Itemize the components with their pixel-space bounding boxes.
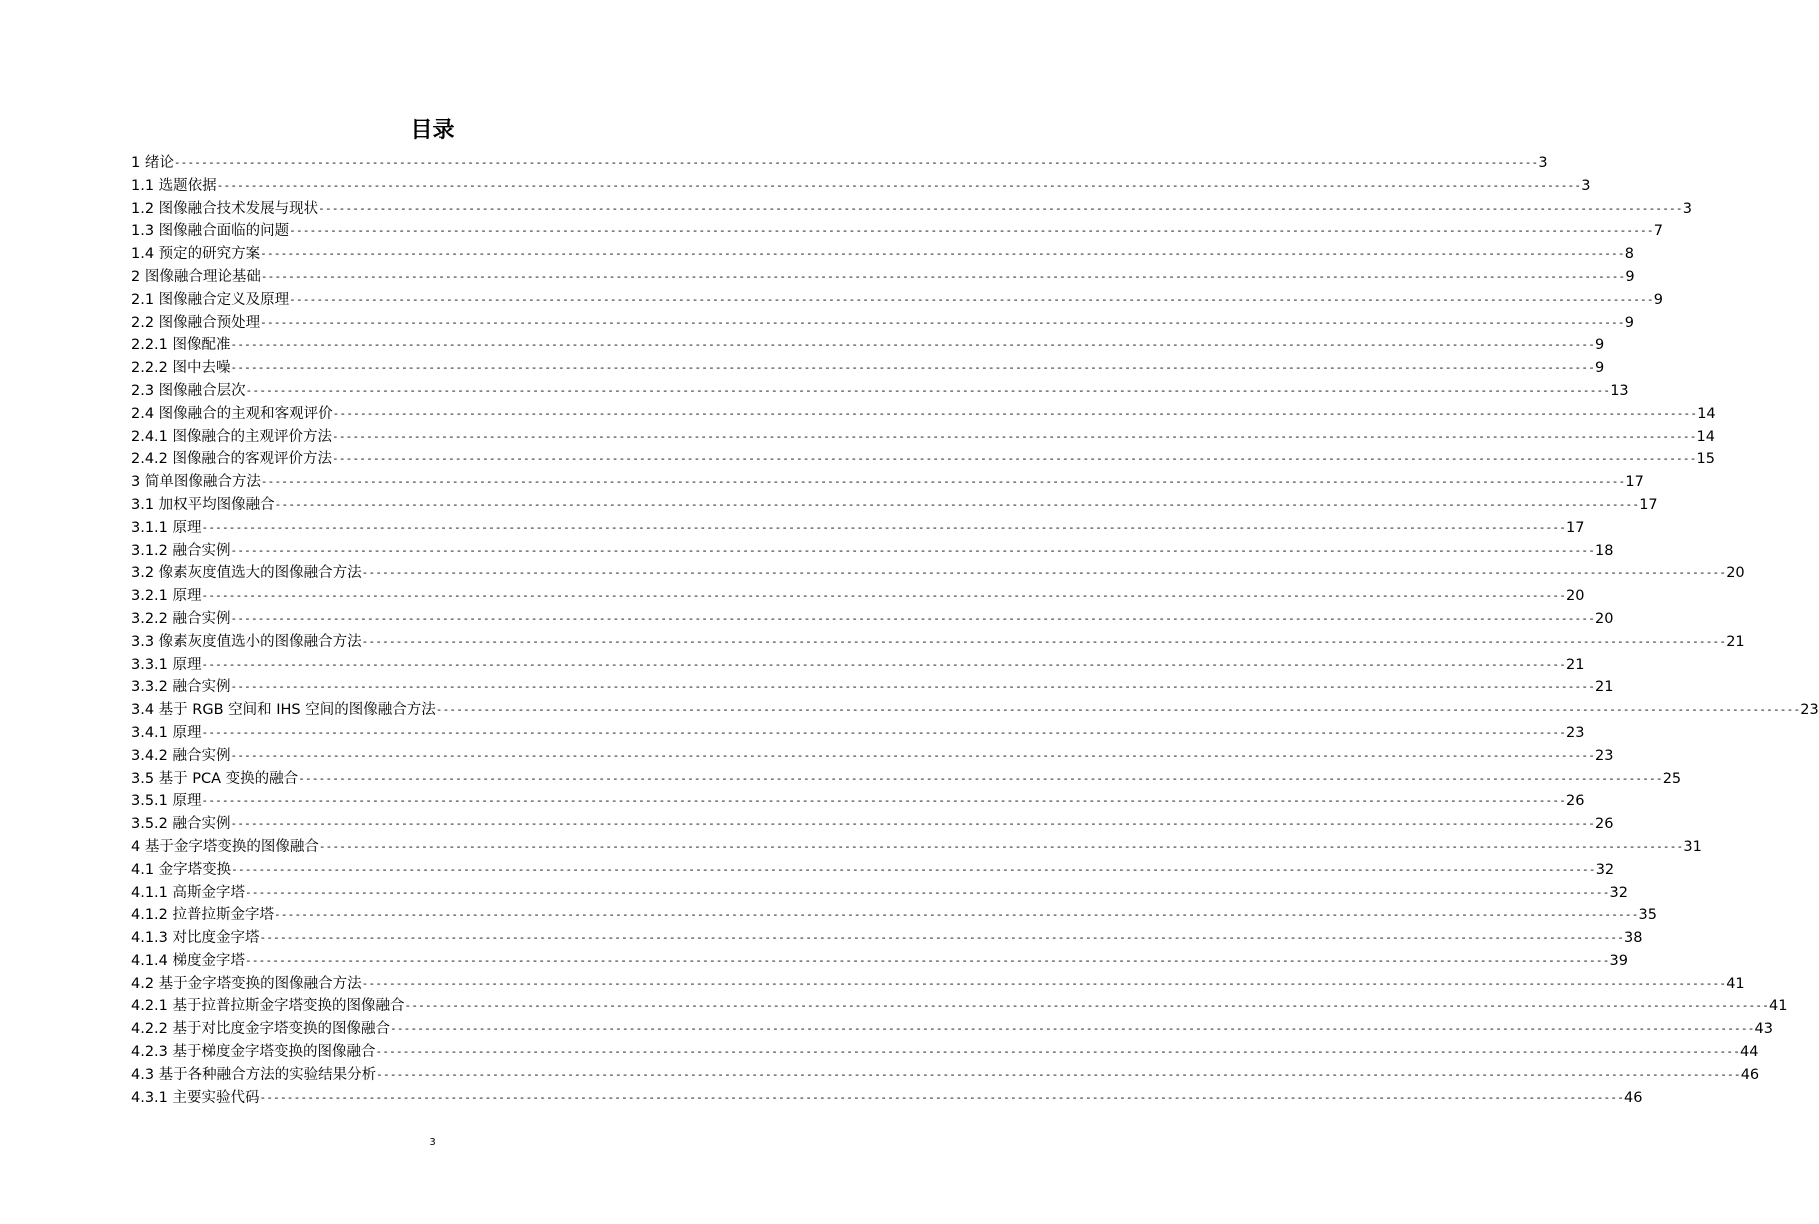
toc-entry-label: 2.3 图像融合层次 bbox=[131, 382, 246, 399]
toc-entry-page: 17 bbox=[1639, 496, 1658, 513]
toc-dot-leader: -------------------------------------------------------------------------------------------------------------------------------------------------------------------------------------------------------- bbox=[230, 611, 1596, 625]
toc-entry-label: 3.1.1 原理 bbox=[131, 519, 202, 536]
toc-entry-page: 17 bbox=[1625, 474, 1644, 491]
toc-entry-label: 3.2 像素灰度值选大的图像融合方法 bbox=[131, 565, 362, 582]
toc-entry-page: 21 bbox=[1726, 633, 1745, 650]
toc-entry[interactable] bbox=[131, 562, 1745, 585]
toc-entry-label: 3.2.2 融合实例 bbox=[131, 610, 231, 627]
toc-dot-leader: -------------------------------------------------------------------------------------------------------------------------------------------------------------------------------------------------------- bbox=[230, 543, 1596, 557]
toc-entry-page: 14 bbox=[1696, 428, 1715, 445]
toc-entry-page: 9 bbox=[1625, 268, 1635, 285]
toc-entry-page: 26 bbox=[1566, 793, 1585, 810]
toc-entry[interactable] bbox=[131, 403, 1716, 426]
toc-dot-leader: -------------------------------------------------------------------------------------------------------------------------------------------------------------------------------------------------------- bbox=[404, 999, 1770, 1013]
toc-entry[interactable] bbox=[131, 904, 1657, 927]
toc-entry-page: 26 bbox=[1595, 816, 1614, 833]
toc-entry-label: 3.4.2 融合实例 bbox=[131, 747, 231, 764]
toc-dot-leader: -------------------------------------------------------------------------------------------------------------------------------------------------------------------------------------------------------- bbox=[376, 1067, 1741, 1081]
toc-dot-leader: -------------------------------------------------------------------------------------------------------------------------------------------------------------------------------------------------------- bbox=[231, 862, 1596, 876]
toc-entry-page: 21 bbox=[1595, 679, 1614, 696]
page-title: 目录 bbox=[410, 118, 455, 143]
toc-entry[interactable] bbox=[131, 448, 1715, 471]
toc-entry-page: 32 bbox=[1595, 861, 1615, 878]
toc-entry-label: 4.2.1 基于拉普拉斯金字塔变换的图像融合 bbox=[131, 998, 405, 1015]
toc-entry-page: 13 bbox=[1610, 382, 1629, 399]
toc-entry-page: 20 bbox=[1726, 565, 1745, 582]
toc-entry-page: 9 bbox=[1653, 291, 1663, 308]
toc-dot-leader: -------------------------------------------------------------------------------------------------------------------------------------------------------------------------------------------------------- bbox=[435, 703, 1801, 717]
toc-entry-page: 7 bbox=[1653, 223, 1663, 240]
toc-dot-leader: -------------------------------------------------------------------------------------------------------------------------------------------------------------------------------------------------------- bbox=[201, 589, 1567, 603]
toc-dot-leader: -------------------------------------------------------------------------------------------------------------------------------------------------------------------------------------------------------- bbox=[318, 201, 1683, 215]
toc-entry-page: 35 bbox=[1638, 907, 1657, 924]
toc-entry[interactable] bbox=[131, 654, 1585, 677]
toc-dot-leader: -------------------------------------------------------------------------------------------------------------------------------------------------------------------------------------------------------- bbox=[361, 634, 1727, 648]
toc-dot-leader: -------------------------------------------------------------------------------------------------------------------------------------------------------------------------------------------------------- bbox=[230, 680, 1596, 694]
toc-entry[interactable] bbox=[131, 471, 1644, 494]
toc-entry[interactable] bbox=[131, 995, 1788, 1018]
toc-entry[interactable] bbox=[131, 198, 1692, 221]
toc-entry-label: 2 图像融合理论基础 bbox=[131, 268, 261, 285]
toc-entry-page: 20 bbox=[1566, 588, 1585, 605]
toc-entry-page: 23 bbox=[1595, 747, 1614, 764]
toc-entry-label: 3.3.1 原理 bbox=[131, 656, 202, 673]
toc-entry-label: 3.4.1 原理 bbox=[131, 724, 202, 741]
toc-entry[interactable] bbox=[131, 1018, 1773, 1041]
toc-entry[interactable] bbox=[131, 357, 1605, 380]
toc-entry[interactable] bbox=[131, 152, 1548, 175]
toc-entry-page: 23 bbox=[1800, 702, 1819, 719]
toc-entry-label: 2.4.1 图像融合的主观评价方法 bbox=[131, 428, 333, 445]
toc-entry[interactable] bbox=[131, 631, 1745, 654]
toc-dot-leader: -------------------------------------------------------------------------------------------------------------------------------------------------------------------------------------------------------- bbox=[361, 976, 1727, 990]
toc-entry-label: 2.2.1 图像配准 bbox=[131, 337, 231, 354]
page-number: 3 bbox=[429, 1137, 436, 1148]
toc-entry-page: 9 bbox=[1595, 360, 1605, 377]
toc-entry[interactable] bbox=[131, 289, 1663, 312]
toc-entry[interactable] bbox=[131, 676, 1614, 699]
toc-entry-label: 4.2.2 基于对比度金字塔变换的图像融合 bbox=[131, 1021, 391, 1038]
toc-entry-label: 4.1.1 高斯金字塔 bbox=[131, 884, 246, 901]
toc-dot-leader: -------------------------------------------------------------------------------------------------------------------------------------------------------------------------------------------------------- bbox=[230, 361, 1596, 375]
toc-entry-label: 4.1 金字塔变换 bbox=[131, 861, 232, 878]
toc-dot-leader: -------------------------------------------------------------------------------------------------------------------------------------------------------------------------------------------------------- bbox=[173, 156, 1539, 169]
toc-entry-label: 4.3.1 主要实验代码 bbox=[131, 1089, 260, 1106]
toc-entry-label: 1.4 预定的研究方案 bbox=[131, 246, 261, 263]
toc-dot-leader: -------------------------------------------------------------------------------------------------------------------------------------------------------------------------------------------------------- bbox=[245, 953, 1610, 967]
toc-dot-leader: -------------------------------------------------------------------------------------------------------------------------------------------------------------------------------------------------------- bbox=[274, 908, 1639, 922]
toc-entry-label: 3.5.1 原理 bbox=[131, 793, 202, 810]
toc-dot-leader: -------------------------------------------------------------------------------------------------------------------------------------------------------------------------------------------------------- bbox=[332, 429, 1697, 443]
toc-entry-label: 3.5 基于 PCA 变换的融合 bbox=[131, 770, 299, 787]
toc-entry[interactable] bbox=[131, 859, 1615, 882]
toc-dot-leader: -------------------------------------------------------------------------------------------------------------------------------------------------------------------------------------------------------- bbox=[260, 247, 1625, 261]
toc-entry-page: 46 bbox=[1624, 1089, 1643, 1106]
toc-entry-label: 3 简单图像融合方法 bbox=[131, 474, 261, 491]
toc-entry-label: 2.4 图像融合的主观和客观评价 bbox=[131, 405, 333, 422]
toc-entry-page: 8 bbox=[1624, 246, 1634, 263]
toc-entry[interactable] bbox=[131, 950, 1628, 973]
toc-entry[interactable] bbox=[131, 312, 1634, 335]
toc-entry[interactable] bbox=[131, 790, 1585, 813]
toc-entry-page: 3 bbox=[1682, 200, 1692, 217]
toc-entry-page: 14 bbox=[1697, 405, 1716, 422]
toc-entry[interactable] bbox=[131, 243, 1634, 266]
toc-entry-label: 2.1 图像融合定义及原理 bbox=[131, 291, 290, 308]
toc-dot-leader: -------------------------------------------------------------------------------------------------------------------------------------------------------------------------------------------------------- bbox=[260, 315, 1625, 329]
toc-entry[interactable] bbox=[131, 494, 1658, 517]
toc-entry[interactable] bbox=[131, 334, 1605, 357]
toc-entry-page: 3 bbox=[1538, 155, 1548, 171]
toc-entry[interactable] bbox=[131, 585, 1585, 608]
toc-entry[interactable] bbox=[131, 266, 1635, 289]
toc-entry[interactable] bbox=[131, 927, 1643, 950]
toc-entry-page: 9 bbox=[1624, 314, 1634, 331]
toc-entry-label: 3.1 加权平均图像融合 bbox=[131, 496, 275, 513]
table-of-contents bbox=[131, 152, 1819, 1109]
toc-entry-label: 3.3.2 融合实例 bbox=[131, 679, 231, 696]
toc-entry-label: 2.4.2 图像融合的客观评价方法 bbox=[131, 451, 333, 468]
toc-entry[interactable] bbox=[131, 517, 1585, 540]
toc-entry-label: 4.3 基于各种融合方法的实验结果分析 bbox=[131, 1066, 377, 1083]
toc-entry-label: 4.1.3 对比度金字塔 bbox=[131, 930, 260, 947]
toc-entry-label: 1 绪论 bbox=[131, 155, 174, 171]
toc-entry-label: 2.2 图像融合预处理 bbox=[131, 314, 261, 331]
toc-entry-page: 3 bbox=[1581, 177, 1591, 194]
toc-entry-page: 31 bbox=[1683, 838, 1702, 855]
toc-entry-page: 44 bbox=[1740, 1044, 1759, 1061]
toc-entry[interactable] bbox=[131, 882, 1628, 905]
toc-dot-leader: -------------------------------------------------------------------------------------------------------------------------------------------------------------------------------------------------------- bbox=[289, 224, 1654, 238]
toc-entry[interactable] bbox=[131, 699, 1819, 722]
toc-dot-leader: -------------------------------------------------------------------------------------------------------------------------------------------------------------------------------------------------------- bbox=[216, 178, 1582, 192]
toc-entry[interactable] bbox=[131, 1041, 1759, 1064]
toc-entry-page: 43 bbox=[1754, 1021, 1773, 1038]
toc-entry-label: 3.3 像素灰度值选小的图像融合方法 bbox=[131, 633, 362, 650]
toc-dot-leader: -------------------------------------------------------------------------------------------------------------------------------------------------------------------------------------------------------- bbox=[259, 931, 1625, 945]
toc-entry-label: 1.2 图像融合技术发展与现状 bbox=[131, 200, 319, 217]
toc-entry[interactable] bbox=[131, 540, 1614, 563]
toc-entry-label: 4.1.4 梯度金字塔 bbox=[131, 952, 246, 969]
toc-entry-label: 4.2.3 基于梯度金字塔变换的图像融合 bbox=[131, 1044, 376, 1061]
toc-dot-leader: -------------------------------------------------------------------------------------------------------------------------------------------------------------------------------------------------------- bbox=[390, 1022, 1755, 1036]
toc-dot-leader: -------------------------------------------------------------------------------------------------------------------------------------------------------------------------------------------------------- bbox=[298, 771, 1663, 785]
toc-dot-leader: -------------------------------------------------------------------------------------------------------------------------------------------------------------------------------------------------------- bbox=[289, 292, 1654, 306]
toc-dot-leader: -------------------------------------------------------------------------------------------------------------------------------------------------------------------------------------------------------- bbox=[332, 406, 1698, 420]
toc-dot-leader: -------------------------------------------------------------------------------------------------------------------------------------------------------------------------------------------------------- bbox=[375, 1045, 1741, 1059]
toc-entry[interactable] bbox=[131, 973, 1745, 996]
toc-entry-page: 39 bbox=[1609, 952, 1628, 969]
toc-entry-label: 3.2.1 原理 bbox=[131, 588, 202, 605]
toc-dot-leader: -------------------------------------------------------------------------------------------------------------------------------------------------------------------------------------------------------- bbox=[201, 657, 1567, 671]
toc-dot-leader: -------------------------------------------------------------------------------------------------------------------------------------------------------------------------------------------------------- bbox=[230, 748, 1596, 762]
toc-entry-page: 20 bbox=[1595, 610, 1614, 627]
toc-entry-page: 32 bbox=[1609, 884, 1628, 901]
toc-entry[interactable] bbox=[131, 608, 1614, 631]
toc-entry-page: 41 bbox=[1769, 998, 1788, 1015]
toc-entry-page: 25 bbox=[1662, 770, 1682, 787]
toc-dot-leader: -------------------------------------------------------------------------------------------------------------------------------------------------------------------------------------------------------- bbox=[259, 1090, 1625, 1104]
toc-entry-page: 41 bbox=[1726, 975, 1745, 992]
toc-entry-label: 2.2.2 图中去噪 bbox=[131, 360, 231, 377]
toc-dot-leader: -------------------------------------------------------------------------------------------------------------------------------------------------------------------------------------------------------- bbox=[201, 794, 1567, 808]
toc-dot-leader: -------------------------------------------------------------------------------------------------------------------------------------------------------------------------------------------------------- bbox=[201, 520, 1567, 534]
toc-dot-leader: -------------------------------------------------------------------------------------------------------------------------------------------------------------------------------------------------------- bbox=[332, 452, 1697, 466]
toc-entry[interactable] bbox=[131, 1087, 1643, 1110]
toc-entry-label: 3.5.2 融合实例 bbox=[131, 816, 231, 833]
toc-dot-leader: -------------------------------------------------------------------------------------------------------------------------------------------------------------------------------------------------------- bbox=[245, 383, 1611, 397]
toc-entry-page: 38 bbox=[1624, 930, 1643, 947]
toc-dot-leader: -------------------------------------------------------------------------------------------------------------------------------------------------------------------------------------------------------- bbox=[230, 338, 1596, 352]
toc-entry[interactable] bbox=[131, 722, 1585, 745]
toc-entry[interactable] bbox=[131, 220, 1663, 243]
toc-entry[interactable] bbox=[131, 380, 1629, 403]
toc-dot-leader: -------------------------------------------------------------------------------------------------------------------------------------------------------------------------------------------------------- bbox=[260, 475, 1626, 489]
toc-entry-page: 18 bbox=[1595, 542, 1614, 559]
toc-entry-page: 46 bbox=[1740, 1066, 1760, 1083]
toc-entry-label: 4.1.2 拉普拉斯金字塔 bbox=[131, 907, 275, 924]
toc-entry[interactable] bbox=[131, 745, 1614, 768]
toc-dot-leader: -------------------------------------------------------------------------------------------------------------------------------------------------------------------------------------------------------- bbox=[274, 497, 1640, 511]
toc-entry[interactable] bbox=[131, 768, 1682, 791]
toc-entry[interactable] bbox=[131, 175, 1591, 198]
toc-entry-page: 15 bbox=[1696, 451, 1715, 468]
toc-entry-page: 9 bbox=[1595, 337, 1605, 354]
toc-dot-leader: -------------------------------------------------------------------------------------------------------------------------------------------------------------------------------------------------------- bbox=[361, 566, 1727, 580]
toc-entry-label: 1.1 选题依据 bbox=[131, 177, 217, 194]
toc-dot-leader: -------------------------------------------------------------------------------------------------------------------------------------------------------------------------------------------------------- bbox=[245, 885, 1610, 899]
toc-entry-label: 3.1.2 融合实例 bbox=[131, 542, 231, 559]
toc-dot-leader: -------------------------------------------------------------------------------------------------------------------------------------------------------------------------------------------------------- bbox=[260, 269, 1626, 283]
toc-dot-leader: -------------------------------------------------------------------------------------------------------------------------------------------------------------------------------------------------------- bbox=[318, 839, 1684, 853]
toc-entry-label: 4 基于金字塔变换的图像融合 bbox=[131, 838, 319, 855]
toc-entry[interactable] bbox=[131, 813, 1614, 836]
toc-entry-label: 3.4 基于 RGB 空间和 IHS 空间的图像融合方法 bbox=[131, 702, 436, 719]
toc-dot-leader: -------------------------------------------------------------------------------------------------------------------------------------------------------------------------------------------------------- bbox=[230, 817, 1596, 831]
toc-entry-label: 4.2 基于金字塔变换的图像融合方法 bbox=[131, 975, 362, 992]
toc-entry[interactable] bbox=[131, 1064, 1760, 1087]
toc-entry[interactable] bbox=[131, 426, 1715, 449]
toc-entry-page: 21 bbox=[1566, 656, 1585, 673]
toc-entry-page: 17 bbox=[1566, 519, 1585, 536]
toc-entry-label: 1.3 图像融合面临的问题 bbox=[131, 223, 290, 240]
toc-entry[interactable] bbox=[131, 836, 1702, 859]
toc-entry-page: 23 bbox=[1566, 724, 1585, 741]
toc-dot-leader: -------------------------------------------------------------------------------------------------------------------------------------------------------------------------------------------------------- bbox=[201, 725, 1567, 739]
